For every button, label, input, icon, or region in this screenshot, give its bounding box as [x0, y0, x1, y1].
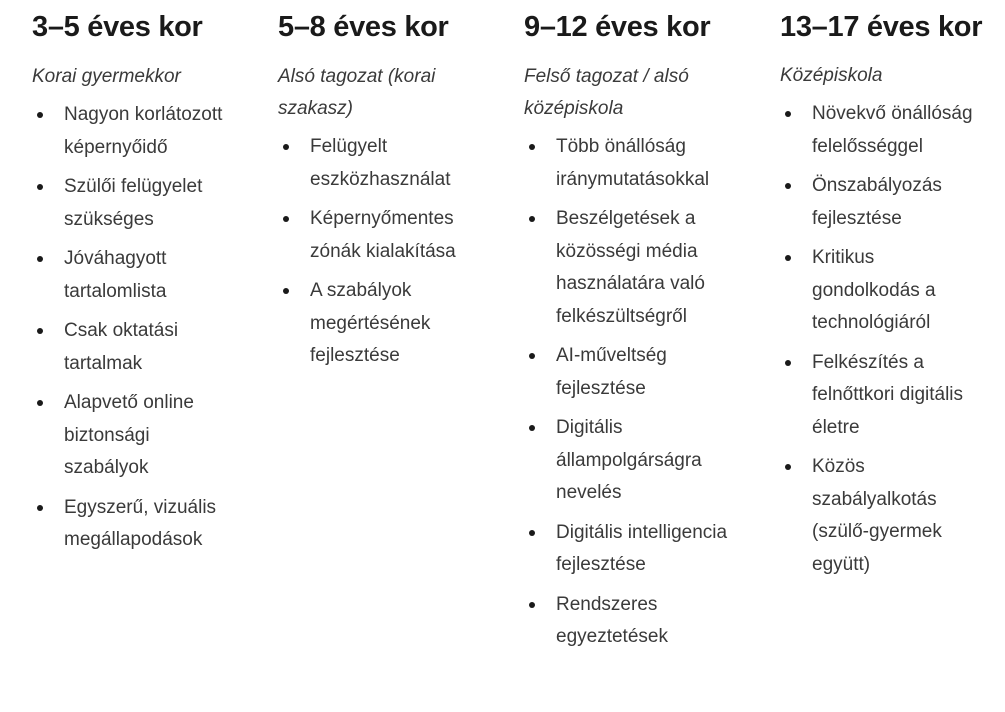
column-subtitle: Korai gyermekkor [32, 66, 181, 87]
list-item [278, 203, 488, 268]
list-item-text: Csak oktatási tartalmak [64, 320, 179, 374]
bullet-icon [529, 530, 535, 536]
list-item-text: A szabályok megértésének fejlesztése [310, 280, 431, 366]
guideline-list [278, 131, 488, 373]
column-heading: 3–5 éves kor [32, 11, 203, 43]
list-item-text: Közös szabályalkotás (szülő-gyermek együtt) [812, 456, 942, 575]
bullet-icon [785, 360, 791, 366]
list-item-text: Növekvő önállóság felelősséggel [812, 103, 973, 157]
bullet-icon [785, 464, 791, 470]
bullet-icon [283, 144, 289, 150]
list-item [524, 340, 739, 405]
bullet-icon [37, 505, 43, 511]
list-item-text: Kritikus gondolkodás a technológiáról [812, 247, 936, 333]
list-item [524, 589, 739, 654]
list-item-text: Szülői felügyelet szükséges [64, 176, 203, 230]
guideline-list [524, 131, 739, 654]
bullet-icon [37, 256, 43, 262]
list-item [524, 203, 739, 333]
list-item [524, 517, 739, 582]
guideline-list [32, 99, 232, 557]
bullet-icon [37, 328, 43, 334]
list-item [32, 315, 232, 380]
bullet-icon [785, 111, 791, 117]
list-item [780, 98, 985, 163]
list-item-text: Alapvető online biztonsági szabályok [64, 392, 194, 478]
bullet-icon [37, 400, 43, 406]
list-item [278, 131, 488, 196]
list-item [32, 243, 232, 308]
age-column-9-12 [524, 0, 739, 661]
list-item [524, 131, 739, 196]
bullet-icon [529, 425, 535, 431]
column-heading: 5–8 éves kor [278, 11, 449, 43]
list-item-text: Digitális intelligencia fejlesztése [556, 521, 728, 575]
bullet-icon [785, 255, 791, 261]
list-item [780, 170, 985, 235]
list-item-text: Képernyőmentes zónák kialakítása [310, 208, 456, 262]
age-column-3-5 [32, 0, 232, 564]
list-item-text: Felkészítés a felnőttkori digitális életre [812, 351, 964, 438]
column-subtitle: Felső tagozat / alsó középiskola [524, 66, 689, 119]
column-subtitle: Alsó tagozat (korai szakasz) [278, 66, 436, 119]
list-item [32, 171, 232, 236]
column-heading: 9–12 éves kor [524, 11, 711, 43]
list-item [780, 347, 985, 445]
bullet-icon [37, 184, 43, 190]
bullet-icon [283, 288, 289, 294]
bullet-icon [529, 144, 535, 150]
guideline-list [780, 98, 985, 581]
list-item [780, 242, 985, 340]
list-item-text: Egyszerű, vizuális megállapodások [64, 496, 217, 550]
list-item-text: Digitális állampolgárságra nevelés [556, 417, 702, 503]
bullet-icon [529, 216, 535, 222]
column-subtitle: Középiskola [780, 65, 883, 86]
age-column-13-17 [780, 0, 985, 588]
list-item [524, 412, 739, 510]
list-item [278, 275, 488, 373]
list-item-text: Rendszeres egyeztetések [556, 593, 668, 647]
column-heading: 13–17 éves kor [780, 11, 983, 43]
list-item-text: Önszabályozás fejlesztése [812, 175, 942, 229]
bullet-icon [37, 112, 43, 118]
bullet-icon [785, 183, 791, 189]
bullet-icon [529, 353, 535, 359]
list-item [780, 451, 985, 581]
age-column-5-8 [278, 0, 488, 380]
list-item-text: Beszélgetések a közösségi média használatára való felkészültségről [556, 208, 705, 327]
list-item [32, 387, 232, 485]
list-item-text: AI-műveltség fejlesztése [556, 345, 667, 399]
bullet-icon [529, 602, 535, 608]
list-item [32, 492, 232, 557]
list-item-text: Jóváhagyott tartalomlista [64, 248, 167, 302]
list-item-text: Nagyon korlátozott képernyőidő [64, 104, 223, 158]
list-item [32, 99, 232, 164]
list-item-text: Több önállóság iránymutatásokkal [556, 136, 710, 190]
bullet-icon [283, 216, 289, 222]
list-item-text: Felügyelt eszközhasználat [310, 136, 451, 190]
